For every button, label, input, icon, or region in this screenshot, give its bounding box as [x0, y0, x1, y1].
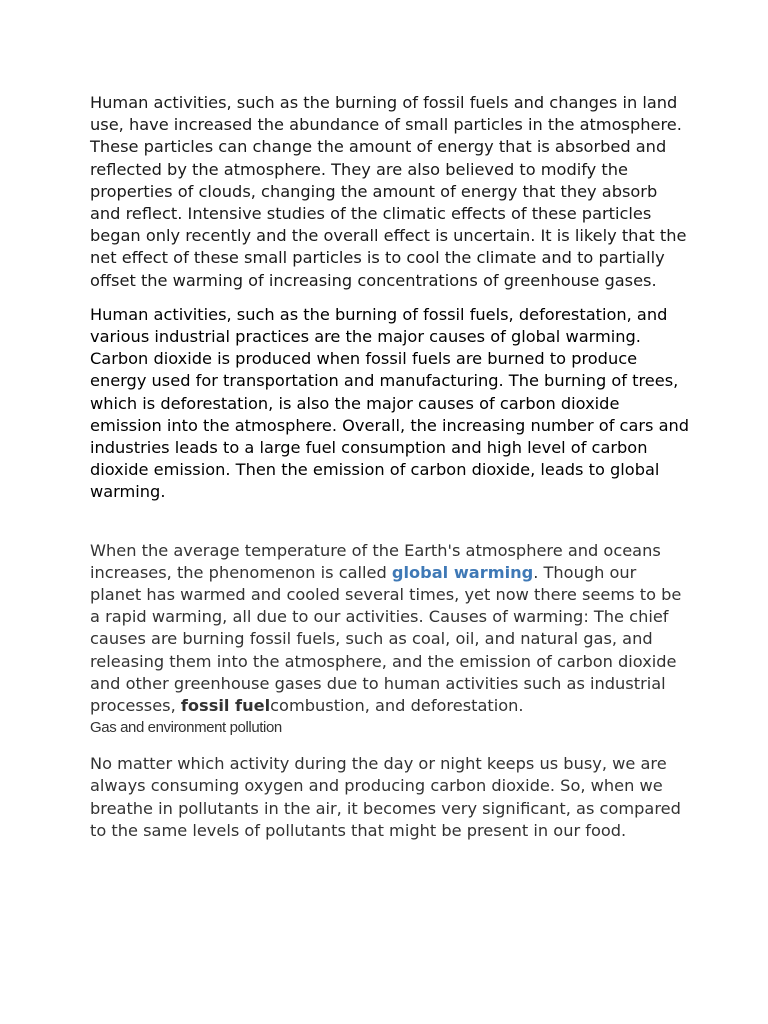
paragraph-global-warming-text-1: When the average temperature of the Earth's atmosphere and oceans increases, the phenomenon is called [90, 540, 661, 582]
paragraph-particles: Human activities, such as the burning of fossil fuels and changes in land use, have increased the abundance of small particles in the atmosphere. These particles can change the amount of energy that is absorbed and reflected by the atmosphere. They are also believed to modify the properties of clouds, changing the amount of energy that they absorb and reflect. Intensive studies of the climatic effects of these particles began only recently and the overall effect is uncertain. It is likely that the net effect of these small particles is to cool the climate and to partially offset the warming of increasing concentrations of greenhouse gases. [90, 93, 687, 290]
global-warming-link[interactable]: global warming [391, 562, 534, 582]
paragraph-global-warming [90, 540, 690, 718]
paragraph-global-warming-text-3: combustion, and deforestation. [270, 696, 524, 716]
paragraph-causes: Human activities, such as the burning of fossil fuels, deforestation, and various industrial practices are the major causes of global warming. Carbon dioxide is produced when fossil fuels are burned to produce energy used for transportation and manufacturing. The burning of trees, which is deforestation, is also the major causes of carbon dioxide emission into the atmosphere. Overall, the increasing number of cars and industries leads to a large fuel consumption and high level of carbon dioxide emission. Then the emission of carbon dioxide, leads to global warming. [90, 304, 690, 502]
subheading-pollution: Gas and environment pollution [90, 719, 282, 737]
paragraph-global-warming-text-2: . Though our planet has warmed and cooled several times, yet now there seems to be a rapid warming, all due to our activities. Causes of warming: The chief causes are burning fossil fuels, such as coal, oil, and natural gas, and releasing them into the atmosphere, and the emission of carbon dioxide and other greenhouse gases due to human activities such as industrial processes, [90, 562, 682, 716]
paragraph-pollutants: No matter which activity during the day or night keeps us busy, we are always consuming oxygen and producing carbon dioxide. So, when we breathe in pollutants in the air, it becomes very significant, as compared to the same levels of pollutants that might be present in our food. [90, 754, 681, 840]
document-page [90, 92, 690, 842]
fossil-fuel-emphasis: fossil fuel [180, 696, 271, 716]
